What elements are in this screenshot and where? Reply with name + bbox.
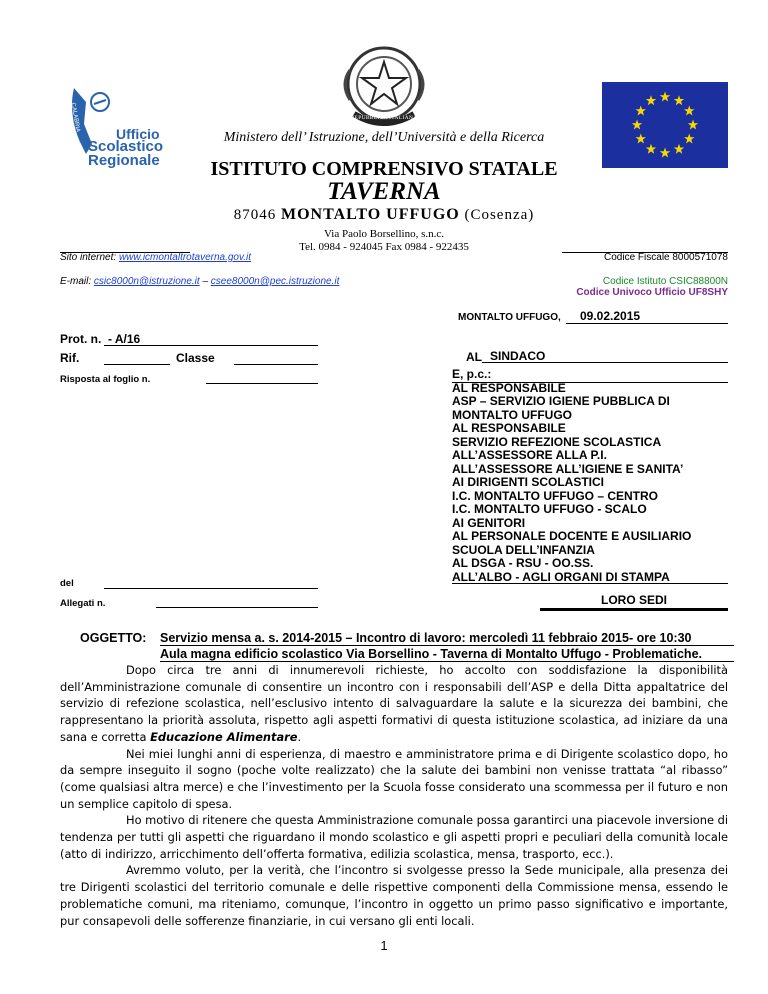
recipient-line: AI GENITORI <box>452 515 526 530</box>
rif-label: Rif. <box>60 351 80 365</box>
recipient-line: ALL’ASSESSORE ALLA P.I. <box>452 448 607 462</box>
eu-star-icon <box>636 106 646 116</box>
recipient-list <box>452 368 728 584</box>
recipient-line: ALL’ALBO - AGLI ORGANI DI STAMPA <box>452 569 670 584</box>
loro-sedi: LORO SEDI <box>600 593 667 607</box>
address: Via Paolo Borsellino, s.n.c. <box>323 228 445 240</box>
recipient-line: AL PERSONALE DOCENTE E AUSILIARIO <box>452 529 692 543</box>
website-label: Sito internet: <box>60 252 117 263</box>
email-line <box>60 276 339 287</box>
email-link-1[interactable]: csic8000n@istruzione.it <box>93 276 200 287</box>
eu-star-icon <box>674 95 684 105</box>
eu-star-icon <box>688 120 698 130</box>
eu-star-icon <box>684 106 694 116</box>
recipient-line: AL RESPONSABILE <box>452 421 566 435</box>
unique-office-code: Codice Univoco Ufficio UF8SHY <box>576 287 728 298</box>
ministry-name: Ministero dell’ Istruzione, dell’Università e della Ricerca <box>223 130 545 145</box>
allegati-rule <box>156 607 318 608</box>
eu-star-icon <box>632 120 642 130</box>
rif-rule <box>104 364 170 365</box>
eu-star-icon <box>660 92 670 102</box>
paragraph-4: Avremmo voluto, per la verità, che l’incontro si svolgesse presso la Sede municipale, alla presenza dei tre Dirigenti scolastici del territorio comunale e delle rispettive componenti della Commissione mensa, essendo le problematiche comuni, ma riteniamo, comunque, l’incontro in oggetto un primo passo significativo e importante, pur consapevoli delle sofferenze finanziarie, in cui versano gli enti locali. <box>60 863 728 928</box>
classe-rule <box>234 364 318 365</box>
paragraph-1-emphasis: Educazione Alimentare <box>150 729 298 744</box>
recipient-line: I.C. MONTALTO UFFUGO – CENTRO <box>452 488 658 503</box>
email-separator: – <box>202 276 209 287</box>
recipient-line: SERVIZIO REFEZIONE SCOLASTICA <box>452 434 662 449</box>
page-number: 1 <box>380 938 388 953</box>
eu-star-icon <box>646 144 656 154</box>
recipient-line: SCUOLA DELL’INFANZIA <box>452 542 595 557</box>
regional-logo-line3: Regionale <box>88 152 160 169</box>
allegati-label: Allegati n. <box>60 598 106 609</box>
del-label: del <box>60 578 74 589</box>
recipient-line: ALL’ASSESSORE ALL’IGIENE E SANITA’ <box>452 461 684 476</box>
risposta-label: Risposta al foglio n. <box>60 374 151 385</box>
letter-body <box>60 662 728 929</box>
subject-line-1: Servizio mensa a. s. 2014-2015 – Incontro di lavoro: mercoledì 11 febbraio 2015- ore 10:30 <box>160 631 734 646</box>
recipient-line: AI DIRIGENTI SCOLASTICI <box>452 475 605 489</box>
recipient-line: ASP – SERVIZIO IGIENE PUBBLICA DI <box>452 394 670 408</box>
city-name: MONTALTO UFFUGO <box>280 206 460 223</box>
loro-sedi-rule <box>540 608 728 611</box>
regional-office-logo <box>66 84 166 170</box>
risposta-rule <box>206 383 318 384</box>
institute-code: Codice Istituto CSIC88800N <box>602 276 728 287</box>
paragraph-1-end: . <box>297 729 302 744</box>
paragraph-2: Nei miei lunghi anni di esperienza, di maestro e amministratore prima e di Dirigente scolastico dopo, ho da sempre inseguito il sogno (poche volte realizzato) che la salute dei bambini non venisse trattata “al ribasso” (come qualsiasi altra merce) e che l’investimento per la Scuola fosse considerato una scommessa per il futuro e non un semplice capitolo di spesa. <box>60 746 728 811</box>
eu-star-icon <box>684 134 694 144</box>
paragraph-1 <box>60 662 728 746</box>
email-label: E-mail: <box>60 276 92 287</box>
prot-label: Prot. n. <box>60 332 102 346</box>
eu-star-icon <box>636 134 646 144</box>
emblem-ribbon-text: REPUBBLICA ITALIANA <box>350 115 418 121</box>
eu-stars-icon <box>602 82 728 168</box>
eu-star-icon <box>674 144 684 154</box>
recipient-sindaco: SINDACO <box>482 349 728 363</box>
zip-code: 87046 <box>233 207 277 223</box>
email-link-2[interactable]: csee8000n@pec.istruzione.it <box>210 276 340 287</box>
to-label: AL <box>466 350 482 364</box>
subject-label: OGGETTO: <box>80 631 147 645</box>
recipient-line: E, p.c.: <box>452 367 492 381</box>
recipient-line: I.C. MONTALTO UFFUGO - SCALO <box>452 502 647 516</box>
institute-type: ISTITUTO COMPRENSIVO STATALE <box>210 158 558 180</box>
svg-text:CALABRIA: CALABRIA <box>69 102 81 133</box>
prot-value: - A/16 <box>108 332 141 346</box>
province: (Cosenza) <box>464 207 535 223</box>
recipient-rule-bottom <box>452 583 728 584</box>
eu-flag <box>602 82 728 168</box>
place-label: MONTALTO UFFUGO, <box>458 312 561 323</box>
recipient-line: AL DSGA - RSU - OO.SS. <box>452 556 594 570</box>
institute-name: TAVERNA <box>327 178 441 205</box>
italian-republic-emblem <box>334 40 434 128</box>
regional-logo-line2: Scolastico <box>88 138 164 155</box>
website-line <box>60 252 251 263</box>
letter-date: 09.02.2015 <box>566 309 728 324</box>
recipient-rule-top <box>452 382 728 383</box>
fiscal-code: Codice Fiscale 8000571078 <box>604 252 728 263</box>
paragraph-1-text: Dopo circa tre anni di innumerevoli richieste, ho accolto con soddisfazione la disponibilità dell’Amministrazione comunale di consentire un incontro con i responsabili dell’ASP e della Ditta appaltatrice del servizio di refezione scolastica, nell’esclusivo intento di salvaguardare la salute e la sicurezza dei bambini, che rappresentano la priorità assoluta, rispetto agli aspetti formativi di questa istituzione scolastica, ad iniziare da una sana e corretta <box>60 663 728 744</box>
subject-line-2: Aula magna edificio scolastico Via Borsellino - Taverna di Montalto Uffugo - Problematiche. <box>160 647 734 662</box>
website-link[interactable]: www.icmontaltrotaverna.gov.it <box>118 252 252 263</box>
phone-fax: Tel. 0984 - 924045 Fax 0984 - 922435 <box>299 241 469 253</box>
classe-label: Classe <box>176 351 215 365</box>
paragraph-3: Ho motivo di ritenere che questa Amministrazione comunale possa garantirci una piacevole inversione di tendenza per tutti gli aspetti che riguardano il mondo scolastico e gli aspetti propri e peculiari della comunità locale (atto di indirizzo, arricchimento dell’offerta formativa, edilizia scolastica, mensa, trasporto, ecc.). <box>60 813 728 861</box>
eu-star-icon <box>660 148 670 158</box>
recipient-line: MONTALTO UFFUGO <box>452 407 572 422</box>
recipient-line: AL RESPONSABILE <box>452 380 566 395</box>
eu-star-icon <box>646 95 656 105</box>
del-rule <box>104 588 318 589</box>
regional-logo-line1: Ufficio <box>116 126 160 142</box>
city-line <box>184 206 584 224</box>
